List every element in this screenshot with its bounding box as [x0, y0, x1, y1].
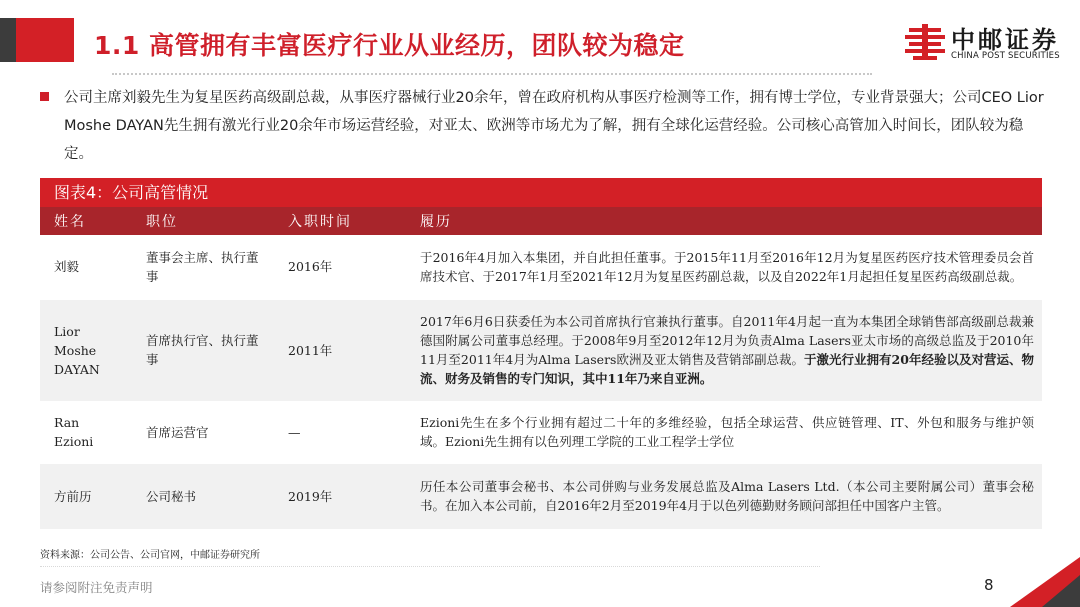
logo-english-name: CHINA POST SECURITIES	[951, 51, 1060, 61]
cell-biography	[406, 401, 1042, 463]
table-header-row	[40, 207, 1042, 235]
title-bar-red-block	[16, 18, 74, 62]
cell-name: Ran Ezioni	[40, 401, 132, 463]
biography-highlight: 于激光行业拥有20年经验以及对营运、物流、财务及销售的专门知识，其中11年乃来自亚洲。	[420, 352, 1034, 386]
cell-join-date: —	[274, 401, 406, 463]
china-post-logo-icon	[903, 22, 947, 62]
bullet-marker	[40, 92, 49, 101]
biography-text: 历任本公司董事会秘书、本公司併购与业务发展总监及Alma Lasers Ltd.（本公司主要附属公司）董事会秘书。在加入本公司前，自2016年2月至2019年4月于以色列德勤财务顾问部担任中国客户主管。	[420, 479, 1034, 513]
cell-position: 董事会主席、执行董事	[132, 235, 274, 299]
title-bar-dark-block	[0, 18, 16, 62]
table-caption: 图表4：公司高管情况	[40, 178, 1042, 207]
table-row	[40, 299, 1042, 401]
cell-name: 方前历	[40, 463, 132, 529]
footer-divider	[40, 566, 820, 567]
executives-table	[40, 207, 1042, 530]
cell-name: Lior Moshe DAYAN	[40, 299, 132, 401]
title-divider	[112, 73, 872, 75]
data-source-note: 资料来源：公司公告、公司官网，中邮证券研究所	[40, 550, 260, 561]
cell-biography	[406, 299, 1042, 401]
page-number: 8	[984, 576, 994, 594]
company-logo	[903, 20, 1073, 66]
biography-text: Ezioni先生在多个行业拥有超过二十年的多维经验，包括全球运营、供应链管理、IT、外包和服务与维护领域。Ezioni先生拥有以色列理工学院的工业工程学士学位	[420, 415, 1034, 449]
cell-position: 首席运营官	[132, 401, 274, 463]
biography-text: 2017年6月6日获委任为本公司首席执行官兼执行董事。自2011年4月起一直为本集团全球销售部高级副总裁兼德国附属公司董事总经理。于2008年9月至2012年12月为负责Alma Lasers亚太市场的高级总监及于2010年11月至2011年4月为Alma Lasers欧洲及亚太销售及营销部副总裁。	[420, 314, 1034, 367]
cell-join-date: 2016年	[274, 235, 406, 299]
biography-text: 于2016年4月加入本集团，并自此担任董事。于2015年11月至2016年12月为复星医药医疗技术管理委员会首席技术官、于2017年1月至2021年12月为复星医药副总裁，以及自2022年1月起担任复星医药高级副总裁。	[420, 249, 1034, 284]
cell-position: 首席执行官、执行董事	[132, 299, 274, 401]
cell-join-date: 2011年	[274, 299, 406, 401]
logo-chinese-name: 中邮证券	[951, 26, 1059, 54]
cell-name: 刘毅	[40, 235, 132, 299]
disclaimer-note: 请参阅附注免责声明	[40, 580, 153, 595]
table-row	[40, 463, 1042, 529]
table-row	[40, 235, 1042, 299]
table-row	[40, 401, 1042, 463]
intro-paragraph: 公司主席刘毅先生为复星医药高级副总裁，从事医疗器械行业20余年，曾在政府机构从事医疗检测等工作，拥有博士学位，专业背景强大；公司CEO Lior Moshe DAYAN先生拥有激光行业20余年市场运营经验，对亚太、欧洲等市场尤为了解，拥有全球化运营经验。公司核心高管加入时间长，团队较为稳定。	[64, 90, 1044, 162]
cell-biography	[406, 463, 1042, 529]
header-name: 姓名	[40, 207, 132, 235]
cell-position: 公司秘书	[132, 463, 274, 529]
cell-join-date: 2019年	[274, 463, 406, 529]
header-join-date: 入职时间	[274, 207, 406, 235]
executives-table-section	[40, 178, 1042, 530]
header-biography: 履历	[406, 207, 1042, 235]
header-position: 职位	[132, 207, 274, 235]
corner-decoration	[990, 557, 1080, 607]
cell-biography	[406, 235, 1042, 299]
page-title: 1.1 高管拥有丰富医疗行业从业经历，团队较为稳定	[94, 31, 685, 60]
